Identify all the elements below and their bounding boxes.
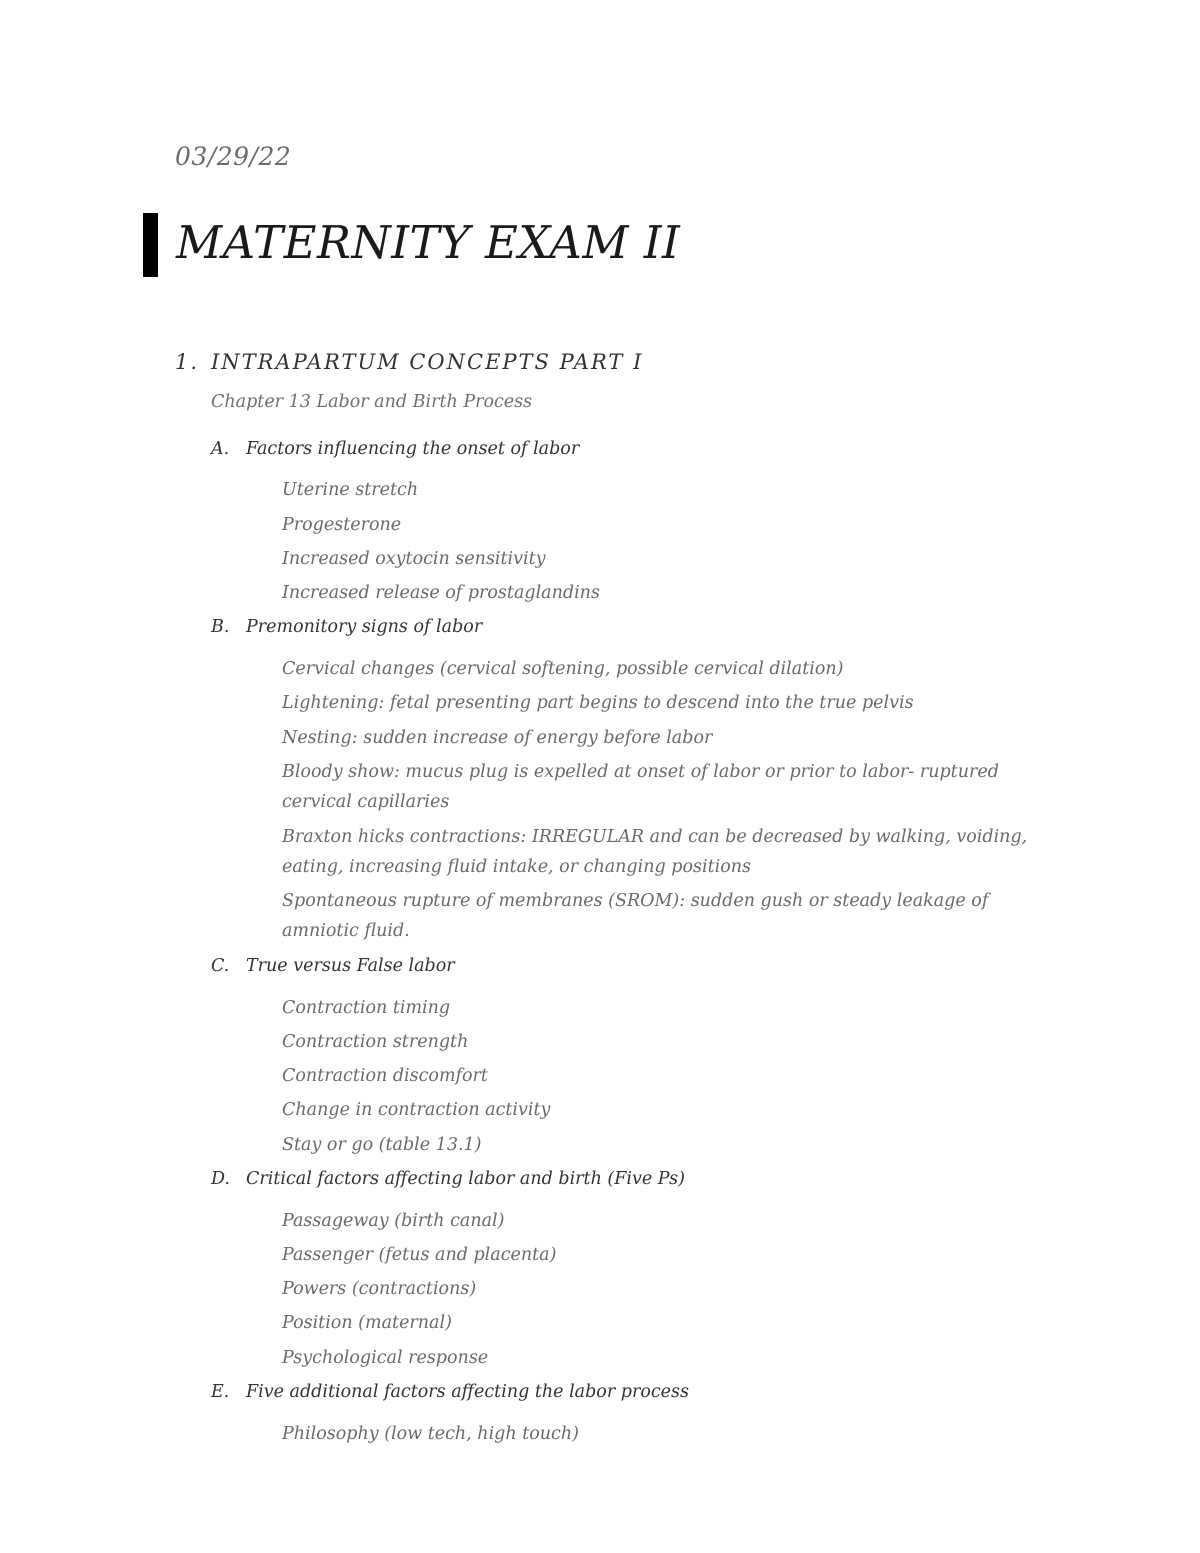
item-text [282,1308,452,1338]
item-text [282,1240,556,1270]
item-text-line: Contraction strength [282,1032,469,1052]
category-marker: C. [211,956,230,976]
item-text-line: Braxton hicks contractions: IRREGULAR and can be decreased by walking, voiding, [282,827,1028,847]
item-text-line: Cervical changes (cervical softening, possible cervical dilation) [282,659,844,679]
item-text-line: Uterine stretch [282,480,419,500]
item-text-line: Contraction discomfort [282,1066,488,1086]
item-text-line: Stay or go (table 13.1) [282,1135,482,1155]
category-marker: B. [211,617,230,637]
category-marker: E. [211,1382,230,1402]
item-text [282,1274,476,1304]
category-label: Premonitory signs of labor [246,617,483,637]
item-text [282,1061,488,1091]
item-text [282,1130,481,1160]
item-text [282,993,450,1023]
title-accent-bar [143,213,158,277]
item-text-line: cervical capillaries [282,792,450,812]
category-label: Factors influencing the onset of labor [246,439,580,459]
item-text-line: Passenger (fetus and placenta) [282,1245,557,1265]
item-text [282,1343,488,1373]
item-text [282,688,914,718]
document-date: 03/29/22 [175,142,292,171]
item-text-line: amniotic fluid. [282,921,410,941]
item-text [282,510,401,540]
section-number: 1. [175,350,200,374]
item-text-line: Nesting: sudden increase of energy before labor [282,728,713,748]
item-text-line: Passageway (birth canal) [282,1211,505,1231]
item-text [282,1206,504,1236]
item-text [282,475,418,505]
document-title: MATERNITY EXAM II [176,216,681,269]
item-text-line: Progesterone [282,515,402,535]
item-text-line: eating, increasing fluid intake, or changing positions [282,857,751,877]
item-text-line: Increased oxytocin sensitivity [282,549,546,569]
item-text-line: Increased release of prostaglandins [282,583,600,603]
item-text [282,654,843,684]
item-text-line: Spontaneous rupture of membranes (SROM): sudden gush or steady leakage of [282,891,989,911]
category-marker: D. [211,1169,230,1189]
item-text [282,1027,468,1057]
section-heading [175,350,643,374]
section-heading-text: INTRAPARTUM CONCEPTS PART I [211,350,644,374]
item-text [282,578,600,608]
category-marker: A. [211,439,230,459]
item-text-line: Contraction timing [282,998,451,1018]
item-text [282,757,999,817]
item-text-line: Psychological response [282,1348,489,1368]
item-text-line: Change in contraction activity [282,1100,551,1120]
item-text [282,544,546,574]
item-text-line: Bloody show: mucus plug is expelled at onset of labor or prior to labor- ruptured [282,762,999,782]
item-text [282,822,1027,882]
item-text [282,1095,550,1125]
category-label: True versus False labor [246,956,455,976]
item-text [282,1419,579,1449]
chapter-subtitle: Chapter 13 Labor and Birth Process [211,392,533,412]
item-text-line: Position (maternal) [282,1313,452,1333]
category-label: Five additional factors affecting the labor process [246,1382,689,1402]
item-text-line: Philosophy (low tech, high touch) [282,1424,579,1444]
item-text [282,723,712,753]
item-text-line: Lightening: fetal presenting part begins to descend into the true pelvis [282,693,914,713]
item-text [282,886,988,946]
category-label: Critical factors affecting labor and birth (Five Ps) [246,1169,685,1189]
item-text-line: Powers (contractions) [282,1279,477,1299]
